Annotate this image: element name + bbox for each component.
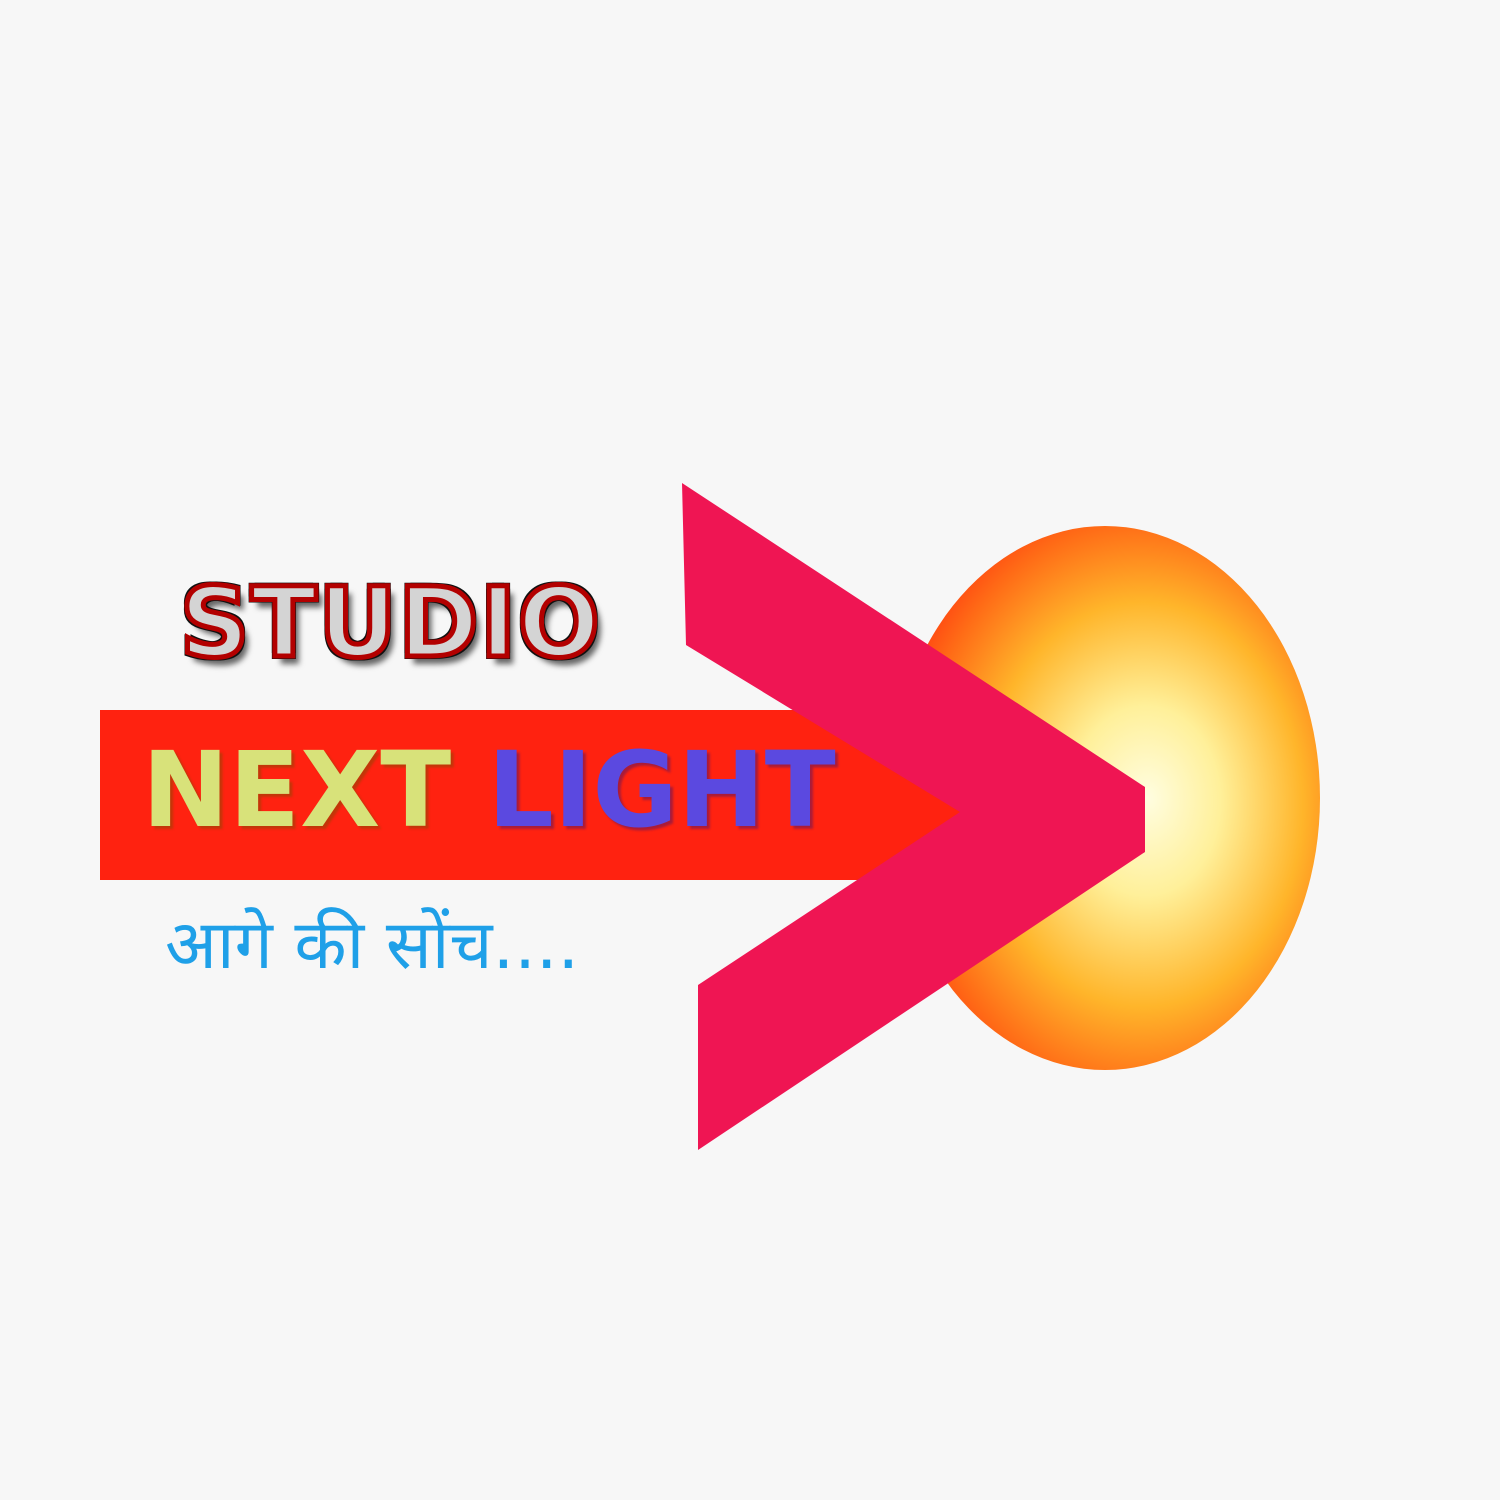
brand-name <box>142 729 836 851</box>
tagline: आगे की सोंच.... <box>165 906 580 985</box>
brand-word-light: LIGHT <box>487 729 836 851</box>
brand-word-next: NEXT <box>142 729 452 851</box>
studio-label: STUDIO <box>180 567 602 679</box>
